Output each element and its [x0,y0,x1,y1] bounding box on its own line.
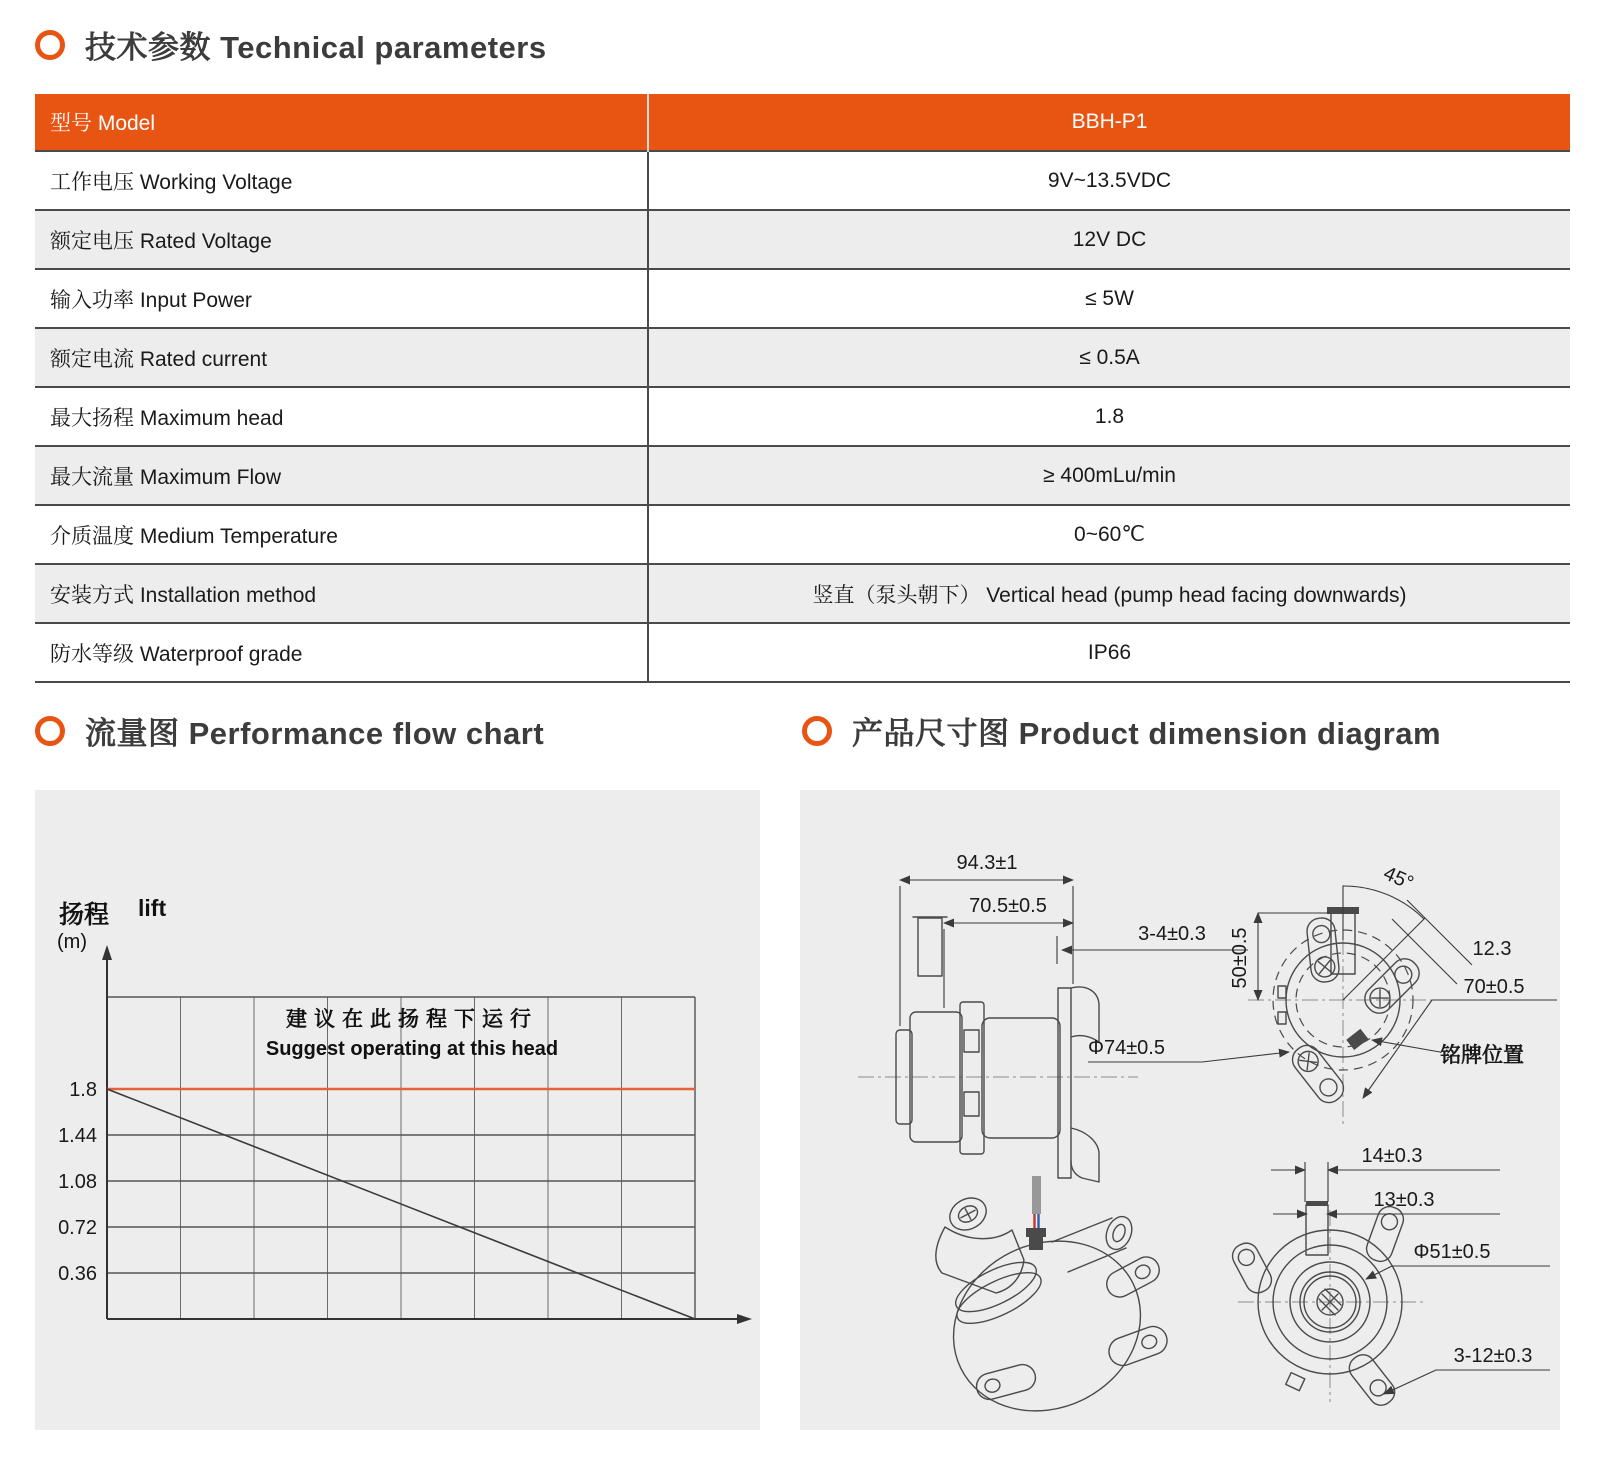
performance-flow-chart-panel [35,790,760,1430]
wire-connector [1026,1228,1046,1237]
section-bullet-icon [35,30,65,60]
y-axis-label-en: lift [138,895,167,921]
dim-bottom-diameter: Φ51±0.5 [1413,1241,1491,1263]
tech-title-en: Technical parameters [220,30,547,65]
spec-value-cell: ≥ 400mLu/min [1043,463,1176,487]
spec-label-cell: 最大扬程 Maximum head [35,387,648,446]
spec-value-cell: 12V DC [1072,227,1147,251]
flow-chart-header [35,708,544,753]
y-axis-unit: (m) [57,931,87,953]
dim-side-total-width: 94.3±1 [956,852,1018,874]
dim-height: 50±0.5 [1229,927,1251,989]
table-row [35,387,1570,446]
dim-diameter: Φ74±0.5 [1088,1037,1165,1059]
tech-parameters-title [85,22,547,67]
pump-wire [1032,1176,1041,1214]
spec-value-cell: 1.8 [1094,404,1125,428]
spec-value-cell: 9V~13.5VDC [1047,168,1172,192]
model-header-cell: 型号 Model [35,94,648,151]
spec-value-cell: IP66 [1087,640,1132,664]
chart-annotation-cn: 建议在此扬程下运行 [286,1008,538,1031]
flow-title-cn: 流量图 [85,716,180,751]
table-row [35,269,1570,328]
dimension-diagram-title [852,708,1441,753]
product-dimension-drawing [800,790,1560,1430]
flow-chart-title [85,708,544,753]
dim-side-step: 3-4±0.3 [1138,923,1206,945]
tech-parameters-header [35,22,547,67]
dim-ear-width: 12.3 [1472,938,1512,960]
dim-angle: 45° [1380,862,1417,895]
y-axis-label-cn: 扬程 [59,901,110,929]
dim-bottom-outer: 14±0.3 [1361,1145,1423,1167]
mount-ear-bottom [1287,1040,1348,1108]
mount-ear-right [1359,953,1424,1018]
flow-title-en: Performance flow chart [188,716,545,751]
spec-label-cell: 工作电压 Working Voltage [35,151,648,210]
y-tick-label: 0.72 [58,1217,97,1239]
performance-flow-chart [35,790,760,1430]
section-bullet-icon [35,716,65,746]
y-tick-label: 1.8 [69,1079,97,1101]
chart-grid-and-series [58,945,752,1324]
spec-label-cell: 介质温度 Medium Temperature [35,505,648,564]
product-dimension-panel [800,790,1560,1430]
spec-value-cell: ≤ 5W [1085,286,1134,310]
table-row [35,210,1570,269]
spec-label-cell: 安装方式 Installation method [35,564,648,623]
spec-value-cell: ≤ 0.5A [1079,345,1140,369]
table-row [35,505,1570,564]
x-axis-arrow [737,1314,752,1324]
table-header-row [35,94,1570,151]
spec-label-cell: 输入功率 Input Power [35,269,648,328]
y-tick-label: 1.08 [58,1171,97,1193]
model-value-cell: BBH-P1 [648,94,1570,151]
table-row [35,328,1570,387]
nameplate-label: 铭牌位置 [1440,1044,1524,1067]
technical-parameters-table [35,94,1570,683]
spec-value-cell: 竖直（泵头朝下） Vertical head (pump head facing downwards) [812,583,1407,607]
spec-label-cell: 额定电压 Rated Voltage [35,210,648,269]
table-row [35,151,1570,210]
dim-bottom-inner: 13±0.3 [1373,1189,1435,1211]
pump-front-view [1088,862,1557,1125]
spec-label-cell: 额定电流 Rated current [35,328,648,387]
table-row [35,623,1570,682]
dimension-diagram-header [802,708,1441,753]
pump-side-view [858,852,1248,1250]
dim-bottom-holes: 3-12±0.3 [1453,1345,1533,1367]
spec-label-cell: 防水等级 Waterproof grade [35,623,648,682]
table-row [35,446,1570,505]
spec-value-cell: 0~60℃ [1074,523,1145,546]
section-bullet-icon [802,716,832,746]
pump-bottom-view [1228,1145,1550,1410]
dim-side-inner-width: 70.5±0.5 [969,895,1047,917]
dim-title-cn: 产品尺寸图 [852,716,1010,751]
spec-label-cell: 最大流量 Maximum Flow [35,446,648,505]
pump-isometric-view [925,1192,1171,1430]
y-tick-label: 0.36 [58,1263,97,1285]
table-row [35,564,1570,623]
dim-title-en: Product dimension diagram [1018,716,1442,751]
y-tick-label: 1.44 [58,1125,97,1147]
dim-mount-span: 70±0.5 [1463,976,1525,998]
chart-annotation-en: Suggest operating at this head [265,1038,559,1060]
tech-title-cn: 技术参数 [85,30,211,65]
y-axis-arrow [102,945,112,960]
